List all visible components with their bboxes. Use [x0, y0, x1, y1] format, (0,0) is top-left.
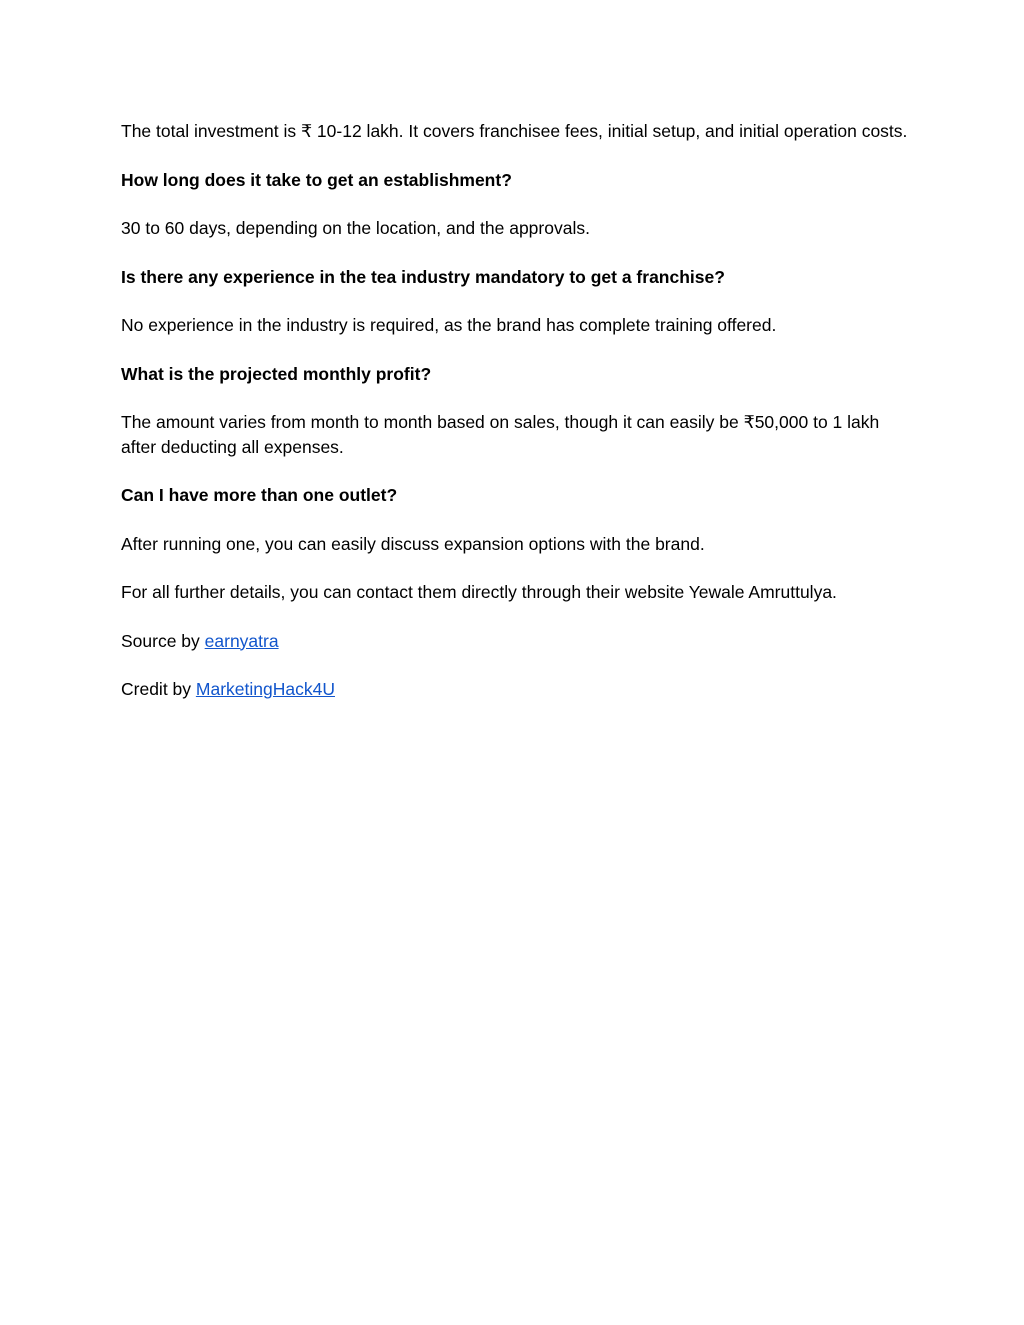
- question-establishment-time: How long does it take to get an establishment?: [121, 169, 512, 190]
- credit-prefix: Credit by: [121, 679, 196, 699]
- question-experience: Is there any experience in the tea industry mandatory to get a franchise?: [121, 266, 725, 287]
- investment-paragraph: The total investment is ₹ 10-12 lakh. It covers franchisee fees, initial setup, and initial operation costs.: [121, 121, 908, 141]
- document-page: [121, 119, 911, 726]
- credit-line: [121, 677, 911, 702]
- source-line: [121, 629, 911, 654]
- answer-multiple-outlets: After running one, you can easily discuss expansion options with the brand.: [121, 533, 705, 554]
- answer-experience: No experience in the industry is required, as the brand has complete training offered.: [121, 315, 777, 335]
- question-multiple-outlets: Can I have more than one outlet?: [121, 485, 398, 505]
- source-link[interactable]: earnyatra: [204, 630, 279, 651]
- source-prefix: Source by: [121, 630, 205, 651]
- credit-link[interactable]: MarketingHack4U: [195, 679, 335, 699]
- question-monthly-profit: What is the projected monthly profit?: [121, 363, 432, 384]
- contact-paragraph: For all further details, you can contact them directly through their website Yewale Amruttulya.: [121, 582, 837, 602]
- answer-establishment-time: 30 to 60 days, depending on the location, and the approvals.: [121, 218, 590, 238]
- answer-monthly-profit: The amount varies from month to month based on sales, though it can easily be ₹50,000 to 1 lakh after deducting all expenses.: [121, 412, 880, 457]
